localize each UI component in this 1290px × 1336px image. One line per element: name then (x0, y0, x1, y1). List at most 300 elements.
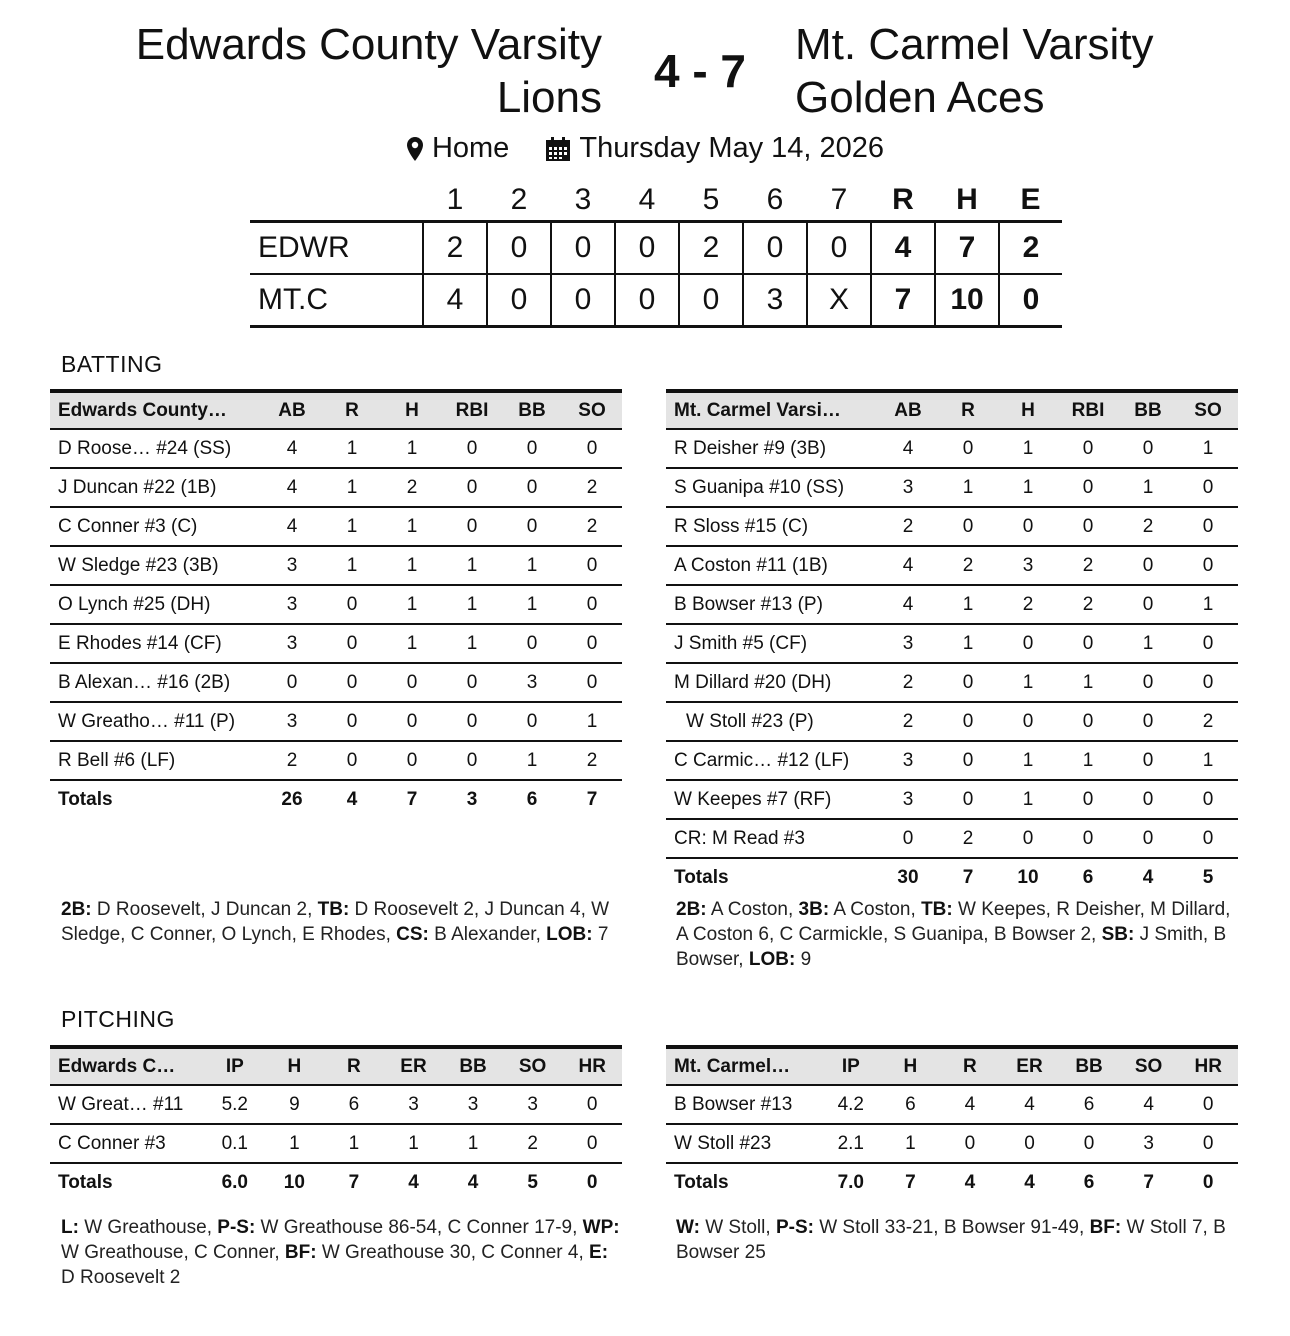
note-text: A Coston, (706, 899, 799, 920)
stat-cell: 1 (443, 1124, 503, 1163)
stat-cell: 0 (382, 741, 442, 780)
note-text: W Stoll 33-21, B Bowser 91-49, (813, 1217, 1090, 1238)
stat-cell: 2 (562, 468, 622, 507)
stat-cell: 0 (998, 624, 1058, 663)
stat-cell: 0 (502, 702, 562, 741)
stat-cell: 0 (938, 663, 998, 702)
stat-cell: 0 (1058, 702, 1118, 741)
stat-cell: 2 (998, 585, 1058, 624)
location (406, 132, 509, 165)
home-team-name (136, 18, 602, 124)
totals-cell: 4 (384, 1163, 444, 1201)
stat-cell: 9 (265, 1085, 325, 1124)
linescore-cell: 0 (615, 274, 679, 327)
stat-cell: 3 (262, 702, 322, 741)
stat-cell: 0 (1178, 624, 1238, 663)
stat-cell: 3 (878, 468, 938, 507)
stat-cell: 2.1 (821, 1124, 881, 1163)
note-text: D Roosevelt, J Duncan 2, (91, 899, 318, 920)
header-row (666, 391, 1238, 429)
totals-cell: 30 (878, 858, 938, 896)
stat-column-header: ER (384, 1047, 444, 1085)
stat-cell: 0 (1118, 585, 1178, 624)
stat-cell: 5.2 (205, 1085, 265, 1124)
batting-section-title: BATTING (61, 351, 163, 377)
stat-cell: 0.1 (205, 1124, 265, 1163)
stat-cell: 0 (938, 780, 998, 819)
table-row (50, 429, 622, 468)
note-text: W Greathouse, (78, 1217, 218, 1238)
stat-cell: 1 (1058, 741, 1118, 780)
stat-cell: 1 (998, 780, 1058, 819)
table-row (50, 507, 622, 546)
stat-cell: 0 (322, 741, 382, 780)
totals-cell: 7 (324, 1163, 384, 1201)
game-meta (0, 132, 1290, 170)
stat-cell: 1 (322, 507, 382, 546)
stat-cell: 1 (442, 585, 502, 624)
player-name: B Bowser #13 (P) (666, 585, 878, 624)
stat-cell: 0 (1118, 429, 1178, 468)
linescore-row (250, 274, 1062, 327)
stat-cell: 1 (382, 507, 442, 546)
linescore-header: R (892, 183, 914, 216)
linescore-header: 5 (702, 183, 720, 216)
totals-cell: 6.0 (205, 1163, 265, 1201)
stat-cell: 3 (502, 663, 562, 702)
totals-row (50, 1163, 622, 1201)
stat-cell: 4 (1000, 1085, 1060, 1124)
totals-label: Totals (50, 1163, 205, 1201)
stat-cell: 1 (322, 429, 382, 468)
linescore-cell: 2 (679, 222, 743, 275)
stat-column-header: SO (1119, 1047, 1179, 1085)
header-row (50, 391, 622, 429)
player-name: W Stoll #23 (P) (666, 702, 878, 741)
totals-cell: 10 (265, 1163, 325, 1201)
table-row (50, 741, 622, 780)
stat-cell: 0 (1178, 819, 1238, 858)
player-name: S Guanipa #10 (SS) (666, 468, 878, 507)
table-row (666, 546, 1238, 585)
totals-label: Totals (666, 858, 878, 896)
stat-cell: 3 (878, 624, 938, 663)
stat-cell: 0 (1178, 1085, 1238, 1124)
stat-cell: 0 (382, 663, 442, 702)
table-row (666, 780, 1238, 819)
stat-cell: 2 (878, 702, 938, 741)
away-pitching-table (666, 1045, 1238, 1201)
stat-column-header: IP (205, 1047, 265, 1085)
stat-cell: 0 (562, 663, 622, 702)
note-label: CS: (396, 924, 429, 945)
stat-cell: 0 (938, 429, 998, 468)
linescore-team: EDWR (250, 222, 423, 275)
stat-cell: 0 (1178, 507, 1238, 546)
player-name: B Bowser #13 (666, 1085, 821, 1124)
stat-cell: 0 (382, 702, 442, 741)
player-name: C Conner #3 (C) (50, 507, 262, 546)
stat-cell: 0 (1118, 663, 1178, 702)
player-name: C Conner #3 (50, 1124, 205, 1163)
linescore-cell: 7 (935, 222, 999, 275)
player-name: CR: M Read #3 (666, 819, 878, 858)
note-label: 3B: (798, 899, 830, 920)
stat-cell: 0 (1178, 546, 1238, 585)
home-pitching-table (50, 1045, 622, 1201)
totals-row (666, 1163, 1238, 1201)
stat-cell: 6 (881, 1085, 941, 1124)
totals-cell: 0 (562, 1163, 622, 1201)
stat-cell: 1 (442, 546, 502, 585)
stat-cell: 0 (1058, 819, 1118, 858)
stat-cell: 0 (502, 468, 562, 507)
player-name: R Sloss #15 (C) (666, 507, 878, 546)
stat-cell: 3 (443, 1085, 503, 1124)
totals-cell: 6 (1059, 1163, 1119, 1201)
stat-cell: 3 (998, 546, 1058, 585)
player-name: W Greatho… #11 (P) (50, 702, 262, 741)
table-row (666, 1124, 1238, 1163)
stat-cell: 0 (1118, 780, 1178, 819)
player-name: W Sledge #23 (3B) (50, 546, 262, 585)
stat-column-header: SO (1178, 391, 1238, 429)
note-label: W: (676, 1217, 700, 1238)
stat-cell: 3 (262, 585, 322, 624)
stat-cell: 4 (262, 468, 322, 507)
stat-cell: 3 (262, 624, 322, 663)
final-score: 4 - 7 (653, 45, 747, 97)
linescore-cell: 0 (487, 274, 551, 327)
table-row (666, 429, 1238, 468)
stat-cell: 2 (878, 507, 938, 546)
stat-cell: 0 (1178, 468, 1238, 507)
stat-cell: 0 (1058, 507, 1118, 546)
stat-cell: 2 (503, 1124, 563, 1163)
stat-cell: 1 (938, 624, 998, 663)
linescore-cell: 0 (487, 222, 551, 275)
totals-cell: 4 (1000, 1163, 1060, 1201)
table-row (666, 585, 1238, 624)
table-row (666, 468, 1238, 507)
linescore-cell: X (807, 274, 871, 327)
linescore-cell: 7 (871, 274, 935, 327)
stat-column-header: AB (878, 391, 938, 429)
player-name: C Carmic… #12 (LF) (666, 741, 878, 780)
home-team-line2: Lions (496, 73, 602, 122)
linescore-cell: 4 (871, 222, 935, 275)
stat-cell: 0 (442, 702, 502, 741)
totals-cell: 7 (938, 858, 998, 896)
stat-column-header: IP (821, 1047, 881, 1085)
stat-cell: 0 (1059, 1124, 1119, 1163)
stat-cell: 1 (265, 1124, 325, 1163)
note-text: A Coston, (829, 899, 922, 920)
away-team-line1: Mt. Carmel Varsity (795, 20, 1154, 69)
totals-cell: 4 (443, 1163, 503, 1201)
note-text: W Stoll 7, B Bowser 25 (676, 1217, 1226, 1263)
stat-cell: 2 (1058, 585, 1118, 624)
totals-cell: 7 (881, 1163, 941, 1201)
stat-cell: 1 (324, 1124, 384, 1163)
note-label: LOB: (748, 949, 796, 970)
linescore-header: 1 (446, 183, 464, 216)
note-label: P-S: (775, 1217, 814, 1238)
stat-column-header: HR (1178, 1047, 1238, 1085)
stat-cell: 4.2 (821, 1085, 881, 1124)
stat-cell: 0 (878, 819, 938, 858)
note-label: TB: (317, 899, 350, 920)
note-label: TB: (921, 899, 953, 920)
team-column-header: Mt. Carmel Varsi… (666, 391, 878, 429)
linescore-cell: 0 (743, 222, 807, 275)
away-batting-table (666, 389, 1238, 896)
stat-cell: 3 (503, 1085, 563, 1124)
stat-cell: 0 (562, 585, 622, 624)
location-text: Home (431, 132, 510, 164)
linescore-header: 4 (638, 183, 656, 216)
note-text: 7 (592, 924, 609, 945)
stat-column-header: RBI (1058, 391, 1118, 429)
stat-cell: 1 (998, 429, 1058, 468)
stat-column-header: BB (1059, 1047, 1119, 1085)
stat-cell: 1 (382, 624, 442, 663)
stat-cell: 1 (1118, 624, 1178, 663)
stat-cell: 2 (382, 468, 442, 507)
linescore-table (250, 180, 1062, 328)
stat-cell: 1 (382, 546, 442, 585)
note-text: W Greathouse 30, C Conner 4, (316, 1242, 590, 1263)
stat-cell: 3 (878, 741, 938, 780)
table-row (666, 624, 1238, 663)
stat-cell: 2 (562, 741, 622, 780)
note-label: LOB: (546, 924, 593, 945)
stat-cell: 2 (1178, 702, 1238, 741)
totals-cell: 10 (998, 858, 1058, 896)
player-name: W Great… #11 (50, 1085, 205, 1124)
stat-cell: 0 (322, 585, 382, 624)
note-text: W Stoll, (699, 1217, 776, 1238)
totals-cell: 6 (502, 780, 562, 818)
totals-cell: 3 (442, 780, 502, 818)
stat-cell: 0 (998, 819, 1058, 858)
linescore-cell: 0 (999, 274, 1062, 327)
note-label: BF: (1089, 1217, 1122, 1238)
stat-cell: 1 (938, 468, 998, 507)
stat-cell: 0 (562, 1085, 622, 1124)
linescore-header: H (956, 183, 978, 216)
pitching-section-title: PITCHING (61, 1006, 175, 1032)
table-row (50, 702, 622, 741)
linescore-cell: 0 (615, 222, 679, 275)
table-row (666, 1085, 1238, 1124)
stat-cell: 1 (322, 468, 382, 507)
stat-cell: 4 (262, 429, 322, 468)
stat-cell: 0 (1058, 780, 1118, 819)
note-label: P-S: (217, 1217, 256, 1238)
stat-cell: 0 (322, 624, 382, 663)
stat-cell: 1 (562, 702, 622, 741)
note-label: 2B: (676, 899, 707, 920)
stat-cell: 0 (442, 741, 502, 780)
stat-cell: 0 (1178, 780, 1238, 819)
stat-column-header: BB (443, 1047, 503, 1085)
stat-cell: 0 (502, 507, 562, 546)
table-row (666, 507, 1238, 546)
stat-cell: 2 (1058, 546, 1118, 585)
player-name: J Duncan #22 (1B) (50, 468, 262, 507)
stat-cell: 4 (1119, 1085, 1179, 1124)
note-label: E: (589, 1242, 609, 1263)
totals-cell: 7 (1119, 1163, 1179, 1201)
totals-cell: 6 (1058, 858, 1118, 896)
totals-cell: 26 (262, 780, 322, 818)
stat-cell: 1 (998, 468, 1058, 507)
stat-cell: 0 (562, 546, 622, 585)
date-text: Thursday May 14, 2026 (579, 132, 885, 164)
stat-cell: 0 (998, 507, 1058, 546)
totals-row (666, 858, 1238, 896)
calendar-icon (545, 136, 571, 162)
stat-cell: 1 (1118, 468, 1178, 507)
stat-cell: 0 (1058, 429, 1118, 468)
stat-column-header: AB (262, 391, 322, 429)
stat-column-header: R (940, 1047, 1000, 1085)
stat-cell: 3 (384, 1085, 444, 1124)
stat-cell: 0 (562, 1124, 622, 1163)
totals-cell: 0 (1178, 1163, 1238, 1201)
stat-cell: 0 (502, 429, 562, 468)
stat-column-header: BB (502, 391, 562, 429)
stat-cell: 3 (262, 546, 322, 585)
home-batting-table (50, 389, 622, 818)
stat-cell: 0 (998, 702, 1058, 741)
table-row (50, 1124, 622, 1163)
table-row (50, 546, 622, 585)
linescore-row (250, 222, 1062, 275)
player-name: O Lynch #25 (DH) (50, 585, 262, 624)
map-pin-icon (406, 136, 424, 162)
away-team-name (795, 18, 1154, 124)
note-label: 2B: (61, 899, 92, 920)
linescore-header: 2 (510, 183, 528, 216)
away-team-line2: Golden Aces (795, 73, 1045, 122)
player-name: R Bell #6 (LF) (50, 741, 262, 780)
stat-cell: 3 (1119, 1124, 1179, 1163)
table-row (666, 819, 1238, 858)
note-text: W Greathouse, C Conner, (61, 1242, 285, 1263)
stat-column-header: SO (503, 1047, 563, 1085)
stat-cell: 1 (998, 741, 1058, 780)
linescore-cell: 3 (743, 274, 807, 327)
table-row (50, 624, 622, 663)
note-label: BF: (284, 1242, 317, 1263)
totals-label: Totals (50, 780, 262, 818)
stat-cell: 0 (562, 429, 622, 468)
stat-cell: 1 (384, 1124, 444, 1163)
stat-cell: 0 (442, 507, 502, 546)
home-batting-notes (61, 897, 621, 947)
stat-cell: 2 (938, 819, 998, 858)
player-name: B Alexan… #16 (2B) (50, 663, 262, 702)
stat-cell: 0 (322, 663, 382, 702)
player-name: J Smith #5 (CF) (666, 624, 878, 663)
stat-cell: 4 (878, 429, 938, 468)
date (545, 132, 884, 165)
player-name: E Rhodes #14 (CF) (50, 624, 262, 663)
stat-cell: 0 (1178, 663, 1238, 702)
stat-cell: 1 (502, 585, 562, 624)
totals-label: Totals (666, 1163, 821, 1201)
stat-cell: 1 (1178, 741, 1238, 780)
table-row (666, 663, 1238, 702)
stat-cell: 3 (878, 780, 938, 819)
stat-cell: 0 (940, 1124, 1000, 1163)
stat-cell: 1 (442, 624, 502, 663)
stat-cell: 2 (262, 741, 322, 780)
totals-cell: 7.0 (821, 1163, 881, 1201)
table-row (666, 741, 1238, 780)
player-name: A Coston #11 (1B) (666, 546, 878, 585)
away-pitching-notes (676, 1215, 1236, 1265)
stat-cell: 0 (1118, 819, 1178, 858)
stat-cell: 4 (878, 546, 938, 585)
stat-column-header: H (998, 391, 1058, 429)
linescore-cell: 10 (935, 274, 999, 327)
totals-cell: 4 (322, 780, 382, 818)
stat-cell: 0 (1000, 1124, 1060, 1163)
stat-cell: 1 (1058, 663, 1118, 702)
linescore-header: E (1020, 183, 1041, 216)
stat-cell: 0 (562, 624, 622, 663)
table-row (50, 585, 622, 624)
stat-cell: 2 (1118, 507, 1178, 546)
totals-cell: 5 (1178, 858, 1238, 896)
stat-column-header: HR (562, 1047, 622, 1085)
stat-cell: 1 (502, 546, 562, 585)
player-name: D Roose… #24 (SS) (50, 429, 262, 468)
stat-cell: 6 (324, 1085, 384, 1124)
away-batting-notes (676, 897, 1236, 972)
home-team-line1: Edwards County Varsity (135, 20, 602, 69)
stat-cell: 0 (1058, 624, 1118, 663)
note-label: WP: (582, 1217, 620, 1238)
player-name: W Stoll #23 (666, 1124, 821, 1163)
stat-cell: 0 (938, 702, 998, 741)
stat-cell: 0 (442, 663, 502, 702)
stat-column-header: H (382, 391, 442, 429)
totals-cell: 4 (1118, 858, 1178, 896)
team-column-header: Edwards C… (50, 1047, 205, 1085)
table-row (50, 663, 622, 702)
player-name: R Deisher #9 (3B) (666, 429, 878, 468)
stat-cell: 0 (442, 468, 502, 507)
stat-cell: 1 (322, 546, 382, 585)
stat-cell: 0 (1118, 546, 1178, 585)
note-text: 9 (795, 949, 812, 970)
stat-cell: 0 (1058, 468, 1118, 507)
player-name: W Keepes #7 (RF) (666, 780, 878, 819)
stat-cell: 0 (262, 663, 322, 702)
stat-cell: 0 (938, 507, 998, 546)
stat-column-header: H (265, 1047, 325, 1085)
note-text: W Keepes, R Deisher, M Dillard, A Coston 6, C Carmickle, S Guanipa, B Bowser 2, (676, 899, 1231, 945)
stat-cell: 4 (262, 507, 322, 546)
linescore-cell: 0 (551, 222, 615, 275)
note-text: D Roosevelt 2 (61, 1267, 181, 1288)
linescore-header: 6 (766, 183, 784, 216)
linescore-team: MT.C (250, 274, 423, 327)
